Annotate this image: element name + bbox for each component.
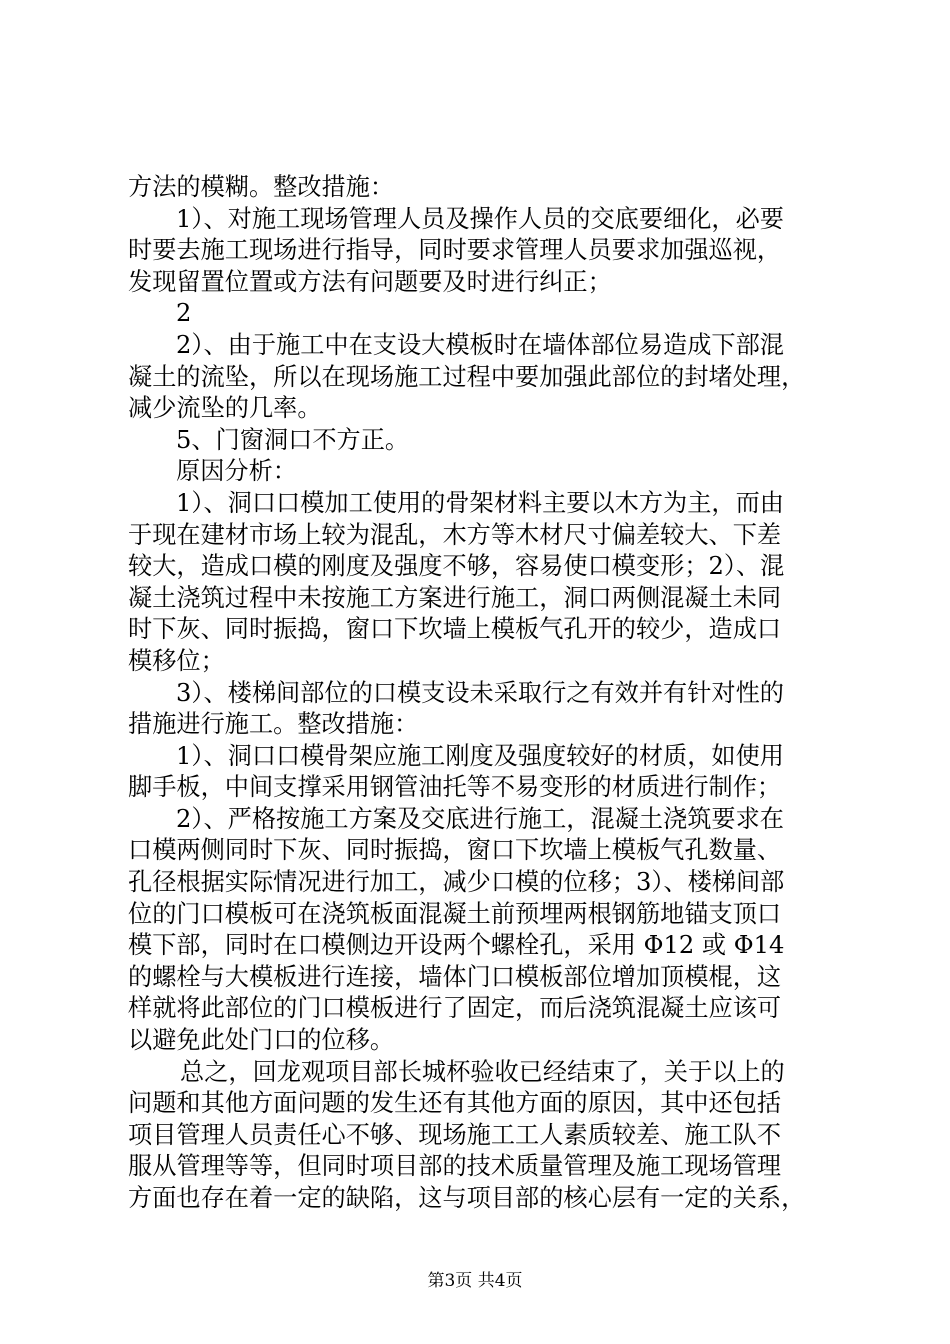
text-line: 发现留置位置或方法有问题要及时进行纠正； xyxy=(128,267,612,296)
text-line: 减少流坠的几率。 xyxy=(128,394,322,423)
text-line: 2）、严格按施工方案及交底进行施工，混凝土浇筑要求在 xyxy=(176,804,784,833)
text-line: 1）、洞口口模加工使用的骨架材料主要以木方为主，而由 xyxy=(176,488,784,517)
text-line: 服从管理等等，但同时项目部的技术质量管理及施工现场管理 xyxy=(128,1152,782,1181)
text-line: 5、门窗洞口不方正。 xyxy=(176,425,410,454)
text-line: 方法的模糊。整改措施： xyxy=(128,173,395,201)
text-line: 问题和其他方面问题的发生还有其他方面的原因，其中还包括 xyxy=(128,1089,782,1118)
text-line: 1）、洞口口模骨架应施工刚度及强度较好的材质，如使用 xyxy=(176,741,784,770)
text-line: 模移位； xyxy=(128,646,225,675)
page-footer: 第3页 共4页 xyxy=(427,1271,523,1291)
text-line: 以避免此处门口的位移。 xyxy=(128,1026,395,1055)
text-line: 较大，造成口模的刚度及强度不够，容易使口模变形；2）、混 xyxy=(128,552,785,581)
text-line: 模下部，同时在口模侧边开设两个螺栓孔，采用 Φ12 或 Φ14 xyxy=(128,931,785,960)
text-line: 孔径根据实际情况进行加工，减少口模的位移；3）、楼梯间部 xyxy=(128,868,785,897)
text-line: 样就将此部位的门口模板进行了固定，而后浇筑混凝土应该可 xyxy=(128,994,782,1023)
text-line: 凝土的流坠，所以在现场施工过程中要加强此部位的封堵处理， xyxy=(128,362,806,391)
text-line: 方面也存在着一定的缺陷，这与项目部的核心层有一定的关系， xyxy=(128,1184,806,1212)
text-line: 凝土浇筑过程中未按施工方案进行施工，洞口两侧混凝土未同 xyxy=(128,583,782,612)
text-line: 位的门口模板可在浇筑板面混凝土前预埋两根钢筋地锚支顶口 xyxy=(128,899,782,928)
text-line: 口模两侧同时下灰、同时振捣，窗口下坎墙上模板气孔数量、 xyxy=(128,836,782,865)
text-line: 脚手板，中间支撑采用钢管油托等不易变形的材质进行制作； xyxy=(128,773,782,802)
text-line: 3）、楼梯间部位的口模支设未采取行之有效并有针对性的 xyxy=(176,678,784,707)
text-line: 于现在建材市场上较为混乱，木方等木材尺寸偏差较大、下差 xyxy=(128,520,782,549)
text-line: 2）、由于施工中在支设大模板时在墙体部位易造成下部混 xyxy=(176,330,784,359)
body-text xyxy=(128,172,838,1215)
text-line: 的螺栓与大模板进行连接，墙体门口模板部位增加顶模棍，这 xyxy=(128,962,782,991)
text-line: 项目管理人员责任心不够、现场施工工人素质较差、施工队不 xyxy=(128,1120,782,1149)
text-line: 时要去施工现场进行指导，同时要求管理人员要求加强巡视， xyxy=(128,236,782,265)
text-line: 1）、对施工现场管理人员及操作人员的交底要细化，必要 xyxy=(176,204,784,233)
text-line: 原因分析： xyxy=(176,457,297,486)
text-line: 措施进行施工。整改措施： xyxy=(128,710,419,739)
text-line: 总之，回龙观项目部长城杯验收已经结束了，关于以上的 xyxy=(180,1057,785,1086)
text-line: 时下灰、同时振捣，窗口下坎墙上模板气孔开的较少，造成口 xyxy=(128,615,782,644)
text-line: 2 xyxy=(176,299,192,328)
